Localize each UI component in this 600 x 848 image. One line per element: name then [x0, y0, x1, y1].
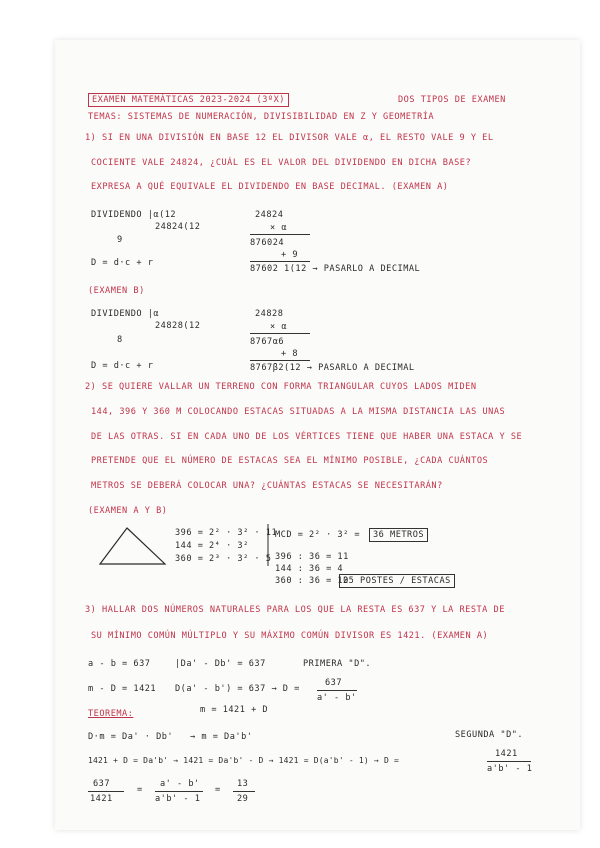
notebook-page	[55, 40, 580, 830]
q1a-result: 87602 1(12 → PASARLO A DECIMAL	[250, 264, 421, 274]
q1a-division: DIVIDENDO |α(12	[91, 210, 177, 220]
q2-mcd: MCD = 2² · 3² =	[275, 530, 361, 540]
q3-frac-5-num: 13	[237, 779, 249, 789]
q1-exam-b-label: (EXAMEN B)	[88, 286, 145, 296]
q3-frac-1-num: 637	[325, 678, 343, 688]
q1a-quotient: 24824(12	[155, 222, 201, 232]
q1b-mult-4: + 8	[281, 349, 299, 359]
q2-factor-396: 396 = 2² · 3² · 11	[175, 528, 278, 538]
q3-frac-1-bar	[317, 690, 357, 691]
q1a-remainder: 9	[117, 235, 123, 245]
q3-frac-4-bar	[155, 791, 203, 792]
q1a-mult-1: 24824	[255, 210, 284, 220]
q1-line-1: 1) SI EN UNA DIVISIÓN EN BASE 12 EL DIVISOR VALE α, EL RESTO VALE 9 Y EL	[85, 133, 494, 143]
q3-frac-2-bar	[487, 761, 531, 762]
q2-line-1: 2) SE QUIERE VALLAR UN TERRENO CON FORMA TRIANGULAR CUYOS LADOS MIDEN	[85, 382, 477, 392]
q3-frac-4-den: a'b' - 1	[155, 794, 201, 804]
q3-frac-2-den: a'b' - 1	[487, 764, 533, 774]
q3-eq-1: a - b = 637	[88, 659, 151, 669]
q1b-result: 8767β2(12 → PASARLO A DECIMAL	[250, 363, 415, 373]
q1b-quotient: 24828(12	[155, 321, 201, 331]
q3-frac-3-den: 1421	[90, 794, 113, 804]
q3-frac-4-num: a' - b'	[160, 779, 200, 789]
q3-theorem-label: TEOREMA:	[88, 709, 134, 719]
q3-line-1: 3) HALLAR DOS NÚMEROS NATURALES PARA LOS QUE LA RESTA ES 637 Y LA RESTA DE	[85, 605, 505, 615]
q2-exam-label: (EXAMEN A Y B)	[88, 506, 168, 516]
q3-equals-2: =	[215, 785, 221, 795]
q2-mcd-answer: 36 METROS	[369, 528, 428, 542]
q3-eq-5: D·m = Da' · Db'	[88, 732, 174, 742]
q2-line-4: PRETENDE QUE EL NÚMERO DE ESTACAS SEA EL MÍNIMO POSIBLE, ¿CADA CUÁNTOS	[91, 456, 489, 466]
q1b-mult-1: 24828	[255, 309, 284, 319]
q1b-division: DIVIDENDO |α	[91, 309, 160, 319]
q3-theorem-eq: m = 1421 + D	[200, 705, 269, 715]
exam-subtitle: DOS TIPOS DE EXAMEN	[398, 95, 506, 105]
q3-frac-5-den: 29	[237, 794, 249, 804]
q2-line-3: DE LAS OTRAS. SI EN CADA UNO DE LOS VÉRTICES TIENE QUE HABER UNA ESTACA Y SE	[91, 432, 523, 442]
q3-frac-3-num: 637	[93, 779, 111, 789]
q1a-mult-4: + 9	[281, 250, 299, 260]
q3-eq-2: |Da' - Db' = 637	[175, 659, 266, 669]
q3-eq-7: 1421 + D = Da'b' → 1421 = Da'b' - D → 1421 = D(a'b' - 1) → D =	[88, 756, 400, 765]
q2-line-5: METROS SE DEBERÁ COLOCAR UNA? ¿CUÁNTAS ESTACAS SE NECESITARÁN?	[91, 481, 443, 491]
q3-equals-1: =	[137, 785, 143, 795]
q2-factor-360: 360 = 2³ · 3² · 5	[175, 554, 272, 564]
exam-topic: TEMAS: SISTEMAS DE NUMERACIÓN, DIVISIBILIDAD EN Z Y GEOMETRÍA	[88, 112, 435, 122]
q1-line-2: COCIENTE VALE 24824, ¿CUÁL ES EL VALOR DEL DIVIDENDO EN DICHA BASE?	[91, 158, 472, 168]
q1a-mult-2: × α	[270, 223, 288, 233]
exam-title: EXAMEN MATEMÁTICAS 2023-2024 (3ºX)	[88, 93, 289, 107]
q1b-mult-2: × α	[270, 322, 288, 332]
q1a-mult-3: 876024	[250, 238, 285, 248]
q1b-mult-3: 8767α6	[250, 337, 285, 347]
triangle-diagram	[55, 40, 580, 830]
q1a-formula: D = d·c + r	[91, 258, 154, 268]
q3-frac-3-bar	[88, 791, 124, 792]
q3-frac-2-num: 1421	[495, 749, 518, 759]
q1b-remainder: 8	[117, 335, 123, 345]
q3-eq-3: m - D = 1421	[88, 684, 157, 694]
q3-eq-4: D(a' - b') = 637 → D =	[175, 684, 300, 694]
q2-div-396: 396 : 36 = 11	[275, 552, 349, 562]
q1-line-3: EXPRESA A QUÉ EQUIVALE EL DIVIDENDO EN BASE DECIMAL. (EXAMEN A)	[91, 182, 449, 192]
q2-div-144: 144 : 36 = 4	[275, 564, 344, 574]
q2-line-2: 144, 396 Y 360 M COLOCANDO ESTACAS SITUADAS A LA MISMA DISTANCIA LAS UNAS	[91, 407, 506, 417]
q3-first-d: PRIMERA "D".	[303, 659, 372, 669]
q1b-formula: D = d·c + r	[91, 361, 154, 371]
q2-div-360: 360 : 36 = 10	[275, 576, 349, 586]
q2-posts-answer: 25 POSTES / ESTACAS	[339, 574, 455, 588]
q2-factor-144: 144 = 2⁴ · 3²	[175, 541, 249, 551]
q3-second-d: SEGUNDA "D".	[455, 730, 524, 740]
q3-line-2: SU MÍNIMO COMÚN MÚLTIPLO Y SU MÁXIMO COMÚN DIVISOR ES 1421. (EXAMEN A)	[91, 631, 489, 641]
q3-frac-1-den: a' - b'	[317, 693, 357, 703]
q3-eq-6: → m = Da'b'	[190, 732, 253, 742]
q3-frac-5-bar	[233, 791, 255, 792]
